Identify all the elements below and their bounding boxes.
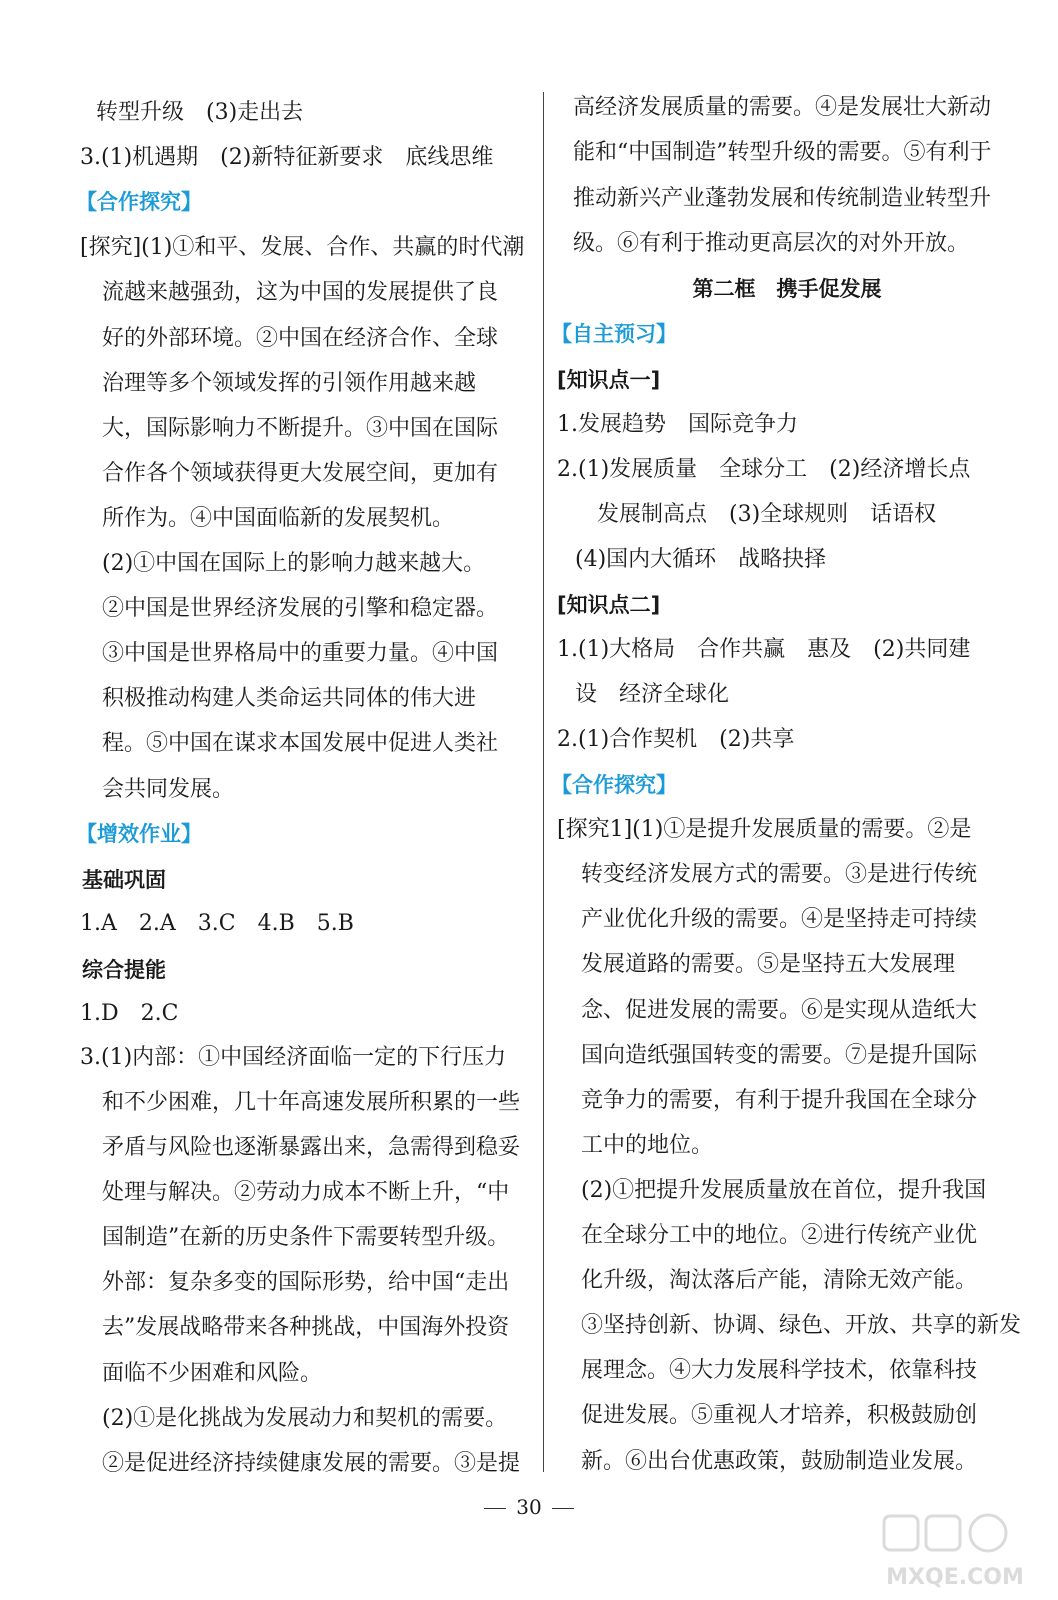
text-line: 矛盾与风险也逐渐暴露出来，急需得到稳妥 [102,1135,521,1160]
watermark-logo [880,1510,1030,1594]
text-line: 转变经济发展方式的需要。③是进行传统 [581,862,978,887]
subheading-zonghe: 综合提能 [82,958,166,982]
text-line: [探究1](1)①是提升发展质量的需要。②是 [557,817,972,842]
text-line: (2)①中国在国际上的影响力越来越大。 [102,551,486,576]
text-line: 2.(1)合作契机 (2)共享 [557,727,795,752]
text-line: 高经济发展质量的需要。④是发展壮大新动 [573,95,992,120]
text-line: 外部：复杂多变的国际形势，给中国“走出 [102,1270,510,1295]
text-line: 在全球分工中的地位。②进行传统产业优 [581,1223,978,1248]
text-line: 产业优化升级的需要。④是坚持走可持续 [581,907,978,932]
footer-dash-left [484,1508,506,1509]
knowledge-point-2: [知识点二] [557,593,661,617]
footer-dash-right [552,1508,574,1509]
section-heading-hezuo: 【合作探究】 [76,190,202,214]
text-line: (4)国内大循环 战略抉择 [575,547,827,572]
text-line: 能和“中国制造”转型升级的需要。⑤有利于 [573,140,992,165]
text-line: 转型升级 (3)走出去 [96,100,304,125]
text-line: 国制造”在新的历史条件下需要转型升级。 [102,1225,510,1250]
text-line: (2)①是化挑战为发展动力和契机的需要。 [102,1406,508,1431]
text-line: 面临不少困难和风险。 [102,1361,323,1386]
text-line: 流越来越强劲，这为中国的发展提供了良 [102,280,499,305]
text-line: 3.(1)机遇期 (2)新特征新要求 底线思维 [80,145,494,170]
text-line: 竞争力的需要，有利于提升我国在全球分 [581,1088,978,1113]
subheading-jichu: 基础巩固 [82,868,166,892]
text-line: 合作各个领域获得更大发展空间，更加有 [102,461,499,486]
answer-line: 1.D 2.C [80,1001,179,1026]
text-line: 程。⑤中国在谋求本国发展中促进人类社 [102,731,499,756]
text-line: ③坚持创新、协调、绿色、开放、共享的新发 [581,1313,1022,1338]
answer-line: 1.A 2.A 3.C 4.B 5.B [80,911,354,936]
text-line: ②中国是世界经济发展的引擎和稳定器。 [102,596,499,621]
text-line: 3.(1)内部：①中国经济面临一定的下行压力 [80,1045,507,1070]
text-line: 大，国际影响力不断提升。③中国在国际 [102,416,499,441]
knowledge-point-1: [知识点一] [557,368,661,392]
text-line: 发展制高点 (3)全球规则 话语权 [597,502,937,527]
text-line: 念、促进发展的需要。⑥是实现从造纸大 [581,998,978,1023]
watermark-logo-graphic [880,1510,1030,1594]
text-line: 推动新兴产业蓬勃发展和传统制造业转型升 [573,186,992,211]
page-number: 30 [516,1495,542,1519]
text-line: 2.(1)发展质量 全球分工 (2)经济增长点 [557,457,971,482]
text-line: 发展道路的需要。⑤是坚持五大发展理 [581,952,956,977]
text-line: 去”发展战略带来各种挑战，中国海外投资 [102,1315,510,1340]
text-line: 展理念。④大力发展科学技术，依靠科技 [581,1358,978,1383]
column-divider [543,92,544,1472]
chapter-title: 第二框 携手促发展 [692,277,882,301]
text-line: ②是促进经济持续健康发展的需要。③是提 [102,1451,521,1476]
text-line: 好的外部环境。②中国在经济合作、全球 [102,326,499,351]
text-line: 1.(1)大格局 合作共赢 惠及 (2)共同建 [557,637,971,662]
text-line: 处理与解决。②劳动力成本不断上升，“中 [102,1180,510,1205]
text-line: 工中的地位。 [581,1133,714,1158]
section-heading-zengxiao: 【增效作业】 [76,822,202,846]
text-line: 治理等多个领域发挥的引领作用越来越 [102,371,477,396]
text-line: 化升级，淘汰落后产能，清除无效产能。 [581,1268,978,1293]
text-line: 所作为。④中国面临新的发展契机。 [102,506,455,531]
text-line: 新。⑥出台优惠政策，鼓励制造业发展。 [581,1449,978,1474]
text-line: 设 经济全球化 [575,682,730,707]
text-line: 积极推动构建人类命运共同体的伟大进 [102,686,477,711]
text-line: (2)①把提升发展质量放在首位，提升我国 [581,1178,987,1203]
text-line: [探究](1)①和平、发展、合作、共赢的时代潮 [80,235,525,260]
text-line: 国向造纸强国转变的需要。⑦是提升国际 [581,1043,978,1068]
text-line: 级。⑥有利于推动更高层次的对外开放。 [573,231,970,256]
section-heading-zizhu: 【自主预习】 [551,322,677,346]
text-line: ③中国是世界格局中的重要力量。④中国 [102,641,499,666]
text-line: 1.发展趋势 国际竞争力 [557,412,798,437]
text-line: 促进发展。⑤重视人才培养，积极鼓励创 [581,1403,978,1428]
text-line: 和不少困难，几十年高速发展所积累的一些 [102,1090,521,1115]
section-heading-hezuo-2: 【合作探究】 [551,773,677,797]
watermark-domain: MXQE.COM [886,1565,1024,1590]
text-line: 会共同发展。 [102,777,235,802]
